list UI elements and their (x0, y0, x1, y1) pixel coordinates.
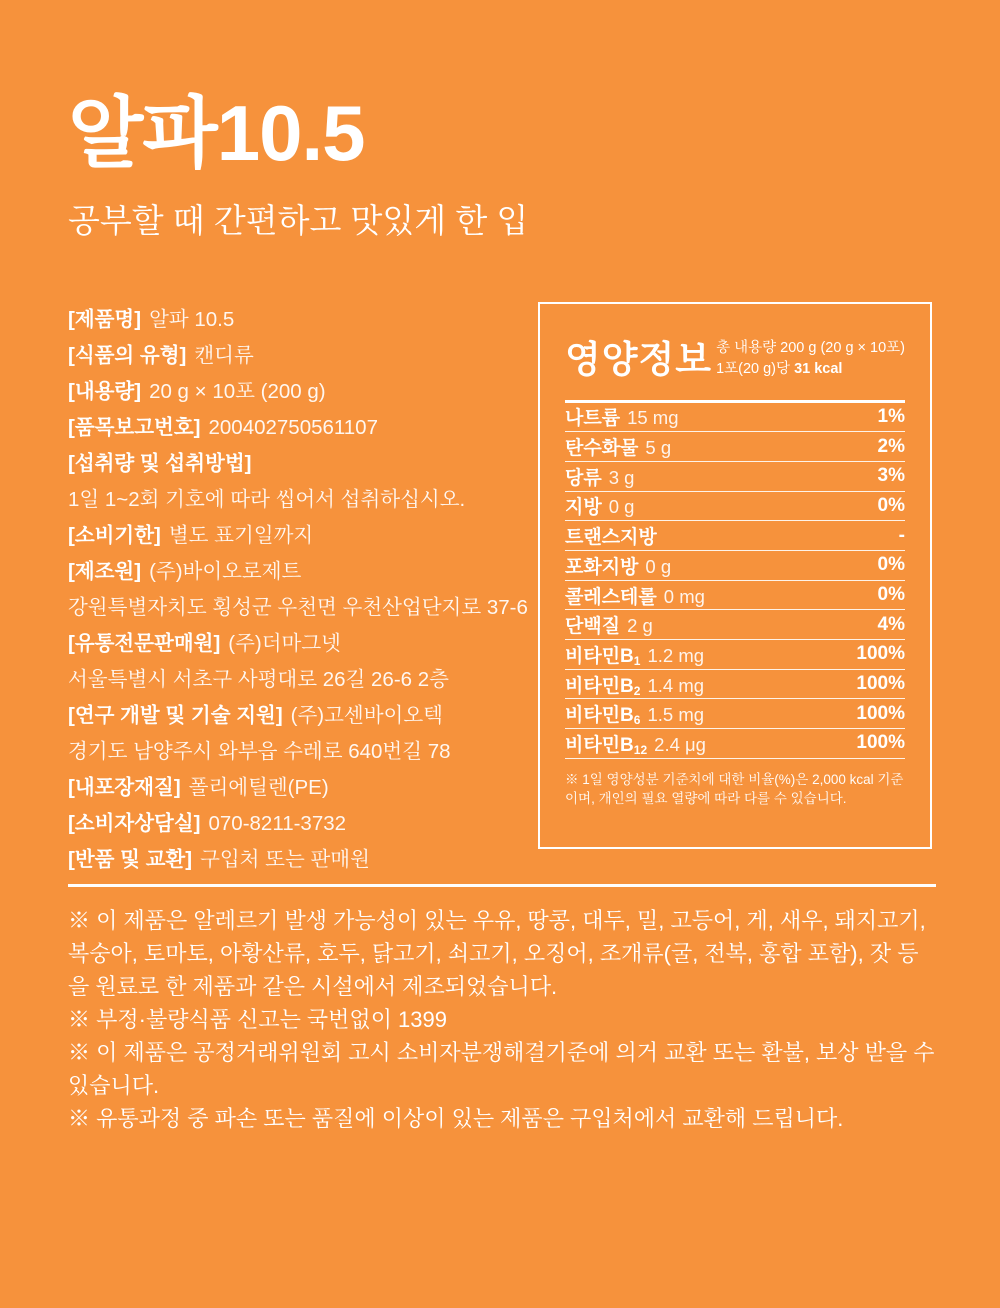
nutrient-daily-percent: 3% (877, 465, 905, 487)
product-info-label: [연구 개발 및 기술 지원] (68, 703, 283, 727)
nutrient-amount: 0 mg (663, 585, 705, 607)
product-info-line (68, 698, 538, 734)
nutrition-row (565, 581, 905, 611)
nutrient-amount: 5 g (645, 437, 672, 459)
nutrient-daily-percent: 0% (877, 494, 905, 516)
product-info-line (68, 734, 538, 770)
product-info-line (68, 482, 538, 518)
nutrient-amount: 1.2 mg (647, 644, 705, 666)
product-info-line (68, 590, 538, 626)
content-columns (68, 302, 936, 878)
product-info-line (68, 518, 538, 554)
nutrient-name: 트랜스지방 (565, 527, 657, 549)
nutrient-name: 콜레스테롤 (565, 586, 657, 608)
product-info-line (68, 446, 538, 482)
per-serving-prefix: 1포(20 g)당 (716, 361, 795, 378)
nutrient-name: 비타민B (565, 675, 634, 697)
product-info-line (68, 338, 538, 374)
product-info-label: [제조원] (68, 559, 142, 583)
product-info-value: 알파 10.5 (149, 307, 235, 331)
nutrient-daily-percent: 100% (856, 673, 905, 695)
product-info-value: 200402750561107 (208, 415, 378, 439)
nutrient-daily-percent: 0% (877, 584, 905, 606)
nutrient-amount: 1.4 mg (647, 674, 705, 696)
nutrition-row (565, 551, 905, 581)
nutrient-name-subscript: 1 (633, 653, 641, 668)
nutrient-name-amount (565, 403, 678, 430)
nutrient-daily-percent: 100% (856, 643, 905, 665)
nutrient-daily-percent: 2% (877, 435, 905, 457)
nutrient-name-amount (565, 730, 706, 757)
product-detail-page (0, 89, 1000, 1135)
product-info-value: 강원특별자치도 횡성군 우천면 우천산업단지로 37-6 (68, 595, 528, 619)
product-info-line (68, 554, 538, 590)
nutrient-daily-percent: 4% (877, 613, 905, 635)
nutrient-name: 나트륨 (565, 408, 621, 430)
nutrient-daily-percent: 100% (856, 732, 905, 754)
nutrient-name: 단백질 (565, 616, 621, 638)
product-info-line (68, 662, 538, 698)
notice-item: ※ 이 제품은 공정거래위원회 고시 소비자분쟁해결기준에 의거 교환 또는 환불, 보상 받을 수 있습니다. (68, 1039, 935, 1098)
nutrient-name-amount (565, 582, 705, 609)
nutrient-daily-percent: - (898, 524, 905, 546)
nutrient-amount: 15 mg (627, 407, 679, 429)
nutrient-name: 비타민B (565, 645, 634, 667)
nutrition-row (565, 610, 905, 640)
product-info-label: [반품 및 교환] (68, 847, 193, 871)
product-info-label: [내포장재질] (68, 775, 181, 799)
nutrient-amount: 2 g (627, 615, 653, 637)
section-divider (68, 884, 936, 887)
nutrition-per-serving (716, 359, 905, 380)
product-info-line (68, 410, 538, 446)
product-info-label: [유통전문판매원] (68, 631, 221, 655)
nutrition-row (565, 403, 905, 433)
nutrition-row (565, 432, 905, 462)
product-info-line (68, 626, 538, 662)
nutrient-name-amount (565, 552, 671, 579)
product-info-label: [제품명] (68, 307, 142, 331)
nutrient-name-amount (565, 522, 657, 549)
page-subtitle: 공부할 때 간편하고 맛있게 한 입 (68, 201, 529, 239)
product-info-line (68, 374, 538, 410)
nutrient-name-amount (565, 492, 634, 519)
product-info-value: 20 g × 10포 (200 g) (149, 379, 326, 403)
notice-item: ※ 이 제품은 알레르기 발생 가능성이 있는 우유, 땅콩, 대두, 밀, 고등어, 게, 새우, 돼지고기, 복숭아, 토마토, 아황산류, 호두, 닭고기, 쇠고기, 오징어, 조개류(굴, 전복, 홍합 포함), 잣 등을 원료로 한 제품과 같은 시설에서 제조되었습니다. (68, 907, 926, 999)
nutrition-title: 영양정보 (565, 338, 712, 380)
nutrient-name: 당류 (565, 467, 602, 489)
nutrient-amount: 2.4 μg (654, 733, 706, 755)
product-info-label: [식품의 유형] (68, 343, 187, 367)
product-info-value: 폴리에틸렌(PE) (188, 775, 329, 799)
nutrient-name-amount (565, 641, 704, 668)
product-info-label: [품목보고번호] (68, 415, 201, 439)
nutrient-name-subscript: 6 (633, 713, 641, 728)
nutrition-row (565, 462, 905, 492)
product-info-list (68, 302, 538, 878)
product-info-value: 구입처 또는 판매원 (200, 847, 370, 871)
product-info-value: (주)더마그넷 (228, 631, 341, 655)
product-info-line (68, 806, 538, 842)
product-info-value: 캔디류 (194, 343, 254, 367)
nutrient-name-amount (565, 463, 634, 490)
nutrition-facts-panel (538, 302, 932, 849)
nutrition-row (565, 521, 905, 551)
nutrient-name-amount (565, 433, 671, 460)
product-info-line (68, 770, 538, 806)
nutrient-daily-percent: 0% (877, 554, 905, 576)
nutrient-name-amount (565, 611, 653, 638)
product-info-value: 070-8211-3732 (208, 811, 347, 835)
nutrient-name: 지방 (565, 497, 602, 519)
nutrition-total-amount: 총 내용량 200 g (20 g × 10포) (716, 340, 905, 357)
page-title: 알파10.5 (68, 89, 365, 177)
nutrient-name-subscript: 12 (633, 742, 648, 757)
product-info-label: [내용량] (68, 379, 142, 403)
nutrient-name: 포화지방 (565, 556, 639, 578)
nutrient-daily-percent: 100% (856, 702, 905, 724)
product-info-label: [섭취량 및 섭취방법] (68, 451, 252, 475)
nutrient-name-amount (565, 700, 704, 727)
product-info-value: (주)고센바이오텍 (290, 703, 443, 727)
nutrition-header (565, 338, 905, 381)
per-serving-kcal: 31 kcal (794, 361, 843, 378)
product-info-line (68, 842, 538, 878)
nutrient-amount: 3 g (608, 466, 635, 488)
nutrient-name-amount (565, 671, 704, 698)
nutrient-name: 비타민B (565, 734, 634, 756)
product-info-value: 1일 1~2회 기호에 따라 씹어서 섭취하십시오. (68, 487, 466, 511)
nutrient-daily-percent: 1% (877, 405, 905, 427)
notice-item: ※ 유통과정 중 파손 또는 품질에 이상이 있는 제품은 구입처에서 교환해 드립니다. (68, 1105, 844, 1131)
nutrition-rows (565, 400, 905, 759)
product-info-label: [소비기한] (68, 523, 161, 547)
nutrition-row (565, 492, 905, 522)
notices-list (68, 904, 936, 1135)
product-info-line (68, 302, 538, 338)
nutrition-row (565, 729, 905, 759)
nutrient-amount: 0 g (645, 555, 672, 577)
notice-item: ※ 부정·불량식품 신고는 국번없이 1399 (68, 1006, 447, 1032)
nutrition-row (565, 670, 905, 700)
nutrient-amount: 1.5 mg (647, 704, 705, 726)
nutrient-name: 비타민B (565, 705, 634, 727)
nutrition-footnote: ※ 1일 영양성분 기준치에 대한 비율(%)은 2,000 kcal 기준이며, 개인의 필요 열량에 따라 다를 수 있습니다. (565, 771, 904, 806)
nutrition-total-info (716, 338, 905, 380)
product-info-label: [소비자상담실] (68, 811, 201, 835)
nutrition-row (565, 699, 905, 729)
nutrient-name-subscript: 2 (633, 683, 641, 698)
nutrition-row (565, 640, 905, 670)
product-info-value: 별도 표기일까지 (168, 523, 314, 547)
nutrient-amount: 0 g (608, 496, 635, 518)
product-info-value: 서울특별시 서초구 사평대로 26길 26-6 2층 (68, 667, 449, 691)
product-info-value: 경기도 남양주시 와부읍 수레로 640번길 78 (68, 739, 451, 763)
product-info-value: (주)바이오로제트 (149, 559, 302, 583)
nutrient-name: 탄수화물 (565, 438, 639, 460)
